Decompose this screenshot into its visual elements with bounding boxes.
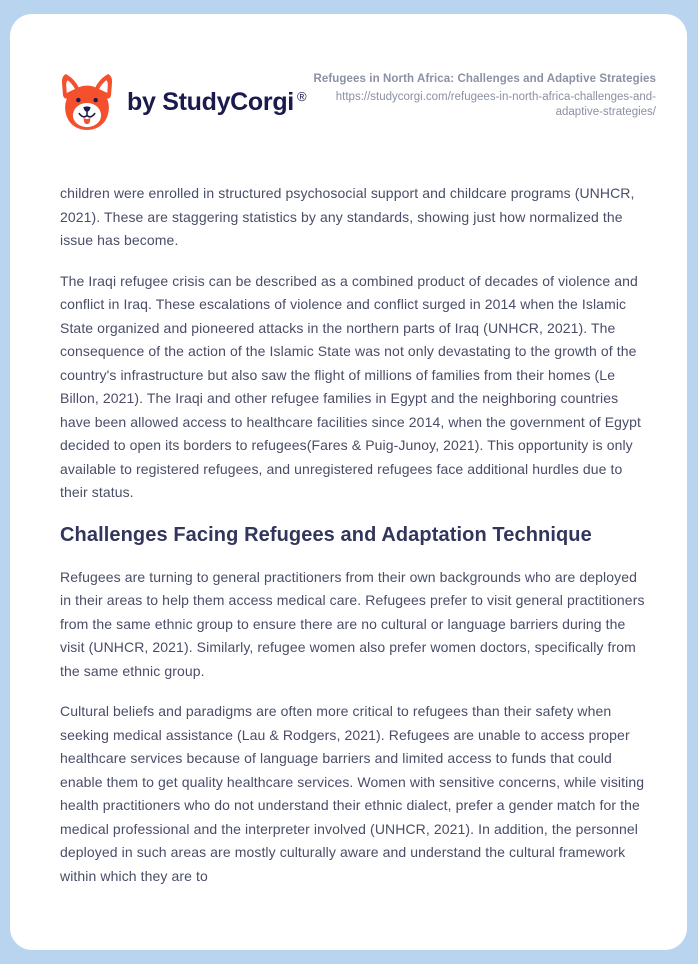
document-title: Refugees in North Africa: Challenges and Adaptive Strategies (313, 73, 656, 85)
document-url-link[interactable]: https://studycorgi.com/refugees-in-north-africa-challenges-and-adaptive-strategies/ (335, 91, 656, 118)
section-heading: Challenges Facing Refugees and Adaptation Technique (60, 523, 592, 546)
document-card (10, 14, 687, 950)
studycorgi-logo (60, 70, 307, 132)
corgi-face-icon (60, 72, 114, 132)
paragraph-cultural-beliefs: Cultural beliefs and paradigms are often more critical to refugees than their safety when seeking medical assistance (Lau & Rodgers, 2021). Refugees are unable to access proper healthcare services because of language barriers and limited access to funds that could enable them to get quality healthcare services. Women with sensitive concerns, while visiting health practitioners who do not understand their ethnic dialect, prefer a gender match for the medical professional and the interpreter involved (UNHCR, 2021). In addition, the personnel deployed in such areas are mostly culturally aware and understand the cultural framework within which they are to (60, 703, 645, 884)
paragraph-iraqi-refugee-crisis: The Iraqi refugee crisis can be described as a combined product of decades of violence and conflict in Iraq. These escalations of violence and conflict surged in 2014 when the Islamic State organized and pioneered attacks in the northern parts of Iraq (UNHCR, 2021). The consequence of the action of the Islamic State was not only devastating to the growth of the country's infrastructure but also saw the flight of millions of families from their homes (Le Billon, 2021). The Iraqi and other refugee families in Egypt and the neighboring countries have been allowed access to healthcare facilities since 2014, when the government of Egypt decided to open its borders to refugees(Fares & Puig-Junoy, 2021). This opportunity is only available to registered refugees, and unregistered refugees face additional hurdles due to their status. (60, 272, 642, 500)
registered-trademark: ® (296, 88, 307, 104)
essay-body (60, 182, 646, 888)
paragraph-general-practitioners: Refugees are turning to general practitioners from their own backgrounds who are deployed in their areas to help them access medical care. Refugees prefer to visit general practitioners from the same ethnic group to ensure there are no cultural or language barriers during the visit (UNHCR, 2021). Similarly, refugee women also prefer women doctors, specifically from the same ethnic group. (60, 568, 645, 679)
brand-wordmark (127, 87, 307, 117)
document-header (60, 70, 656, 132)
document-meta (308, 70, 656, 120)
paragraph-psychosocial-programs: children were enrolled in structured psychosocial support and childcare programs (UNHCR, 2021). These are staggering statistics by any standards, showing just how normalized the issue has become. (60, 185, 635, 248)
brand-name: by StudyCorgi (127, 87, 294, 116)
